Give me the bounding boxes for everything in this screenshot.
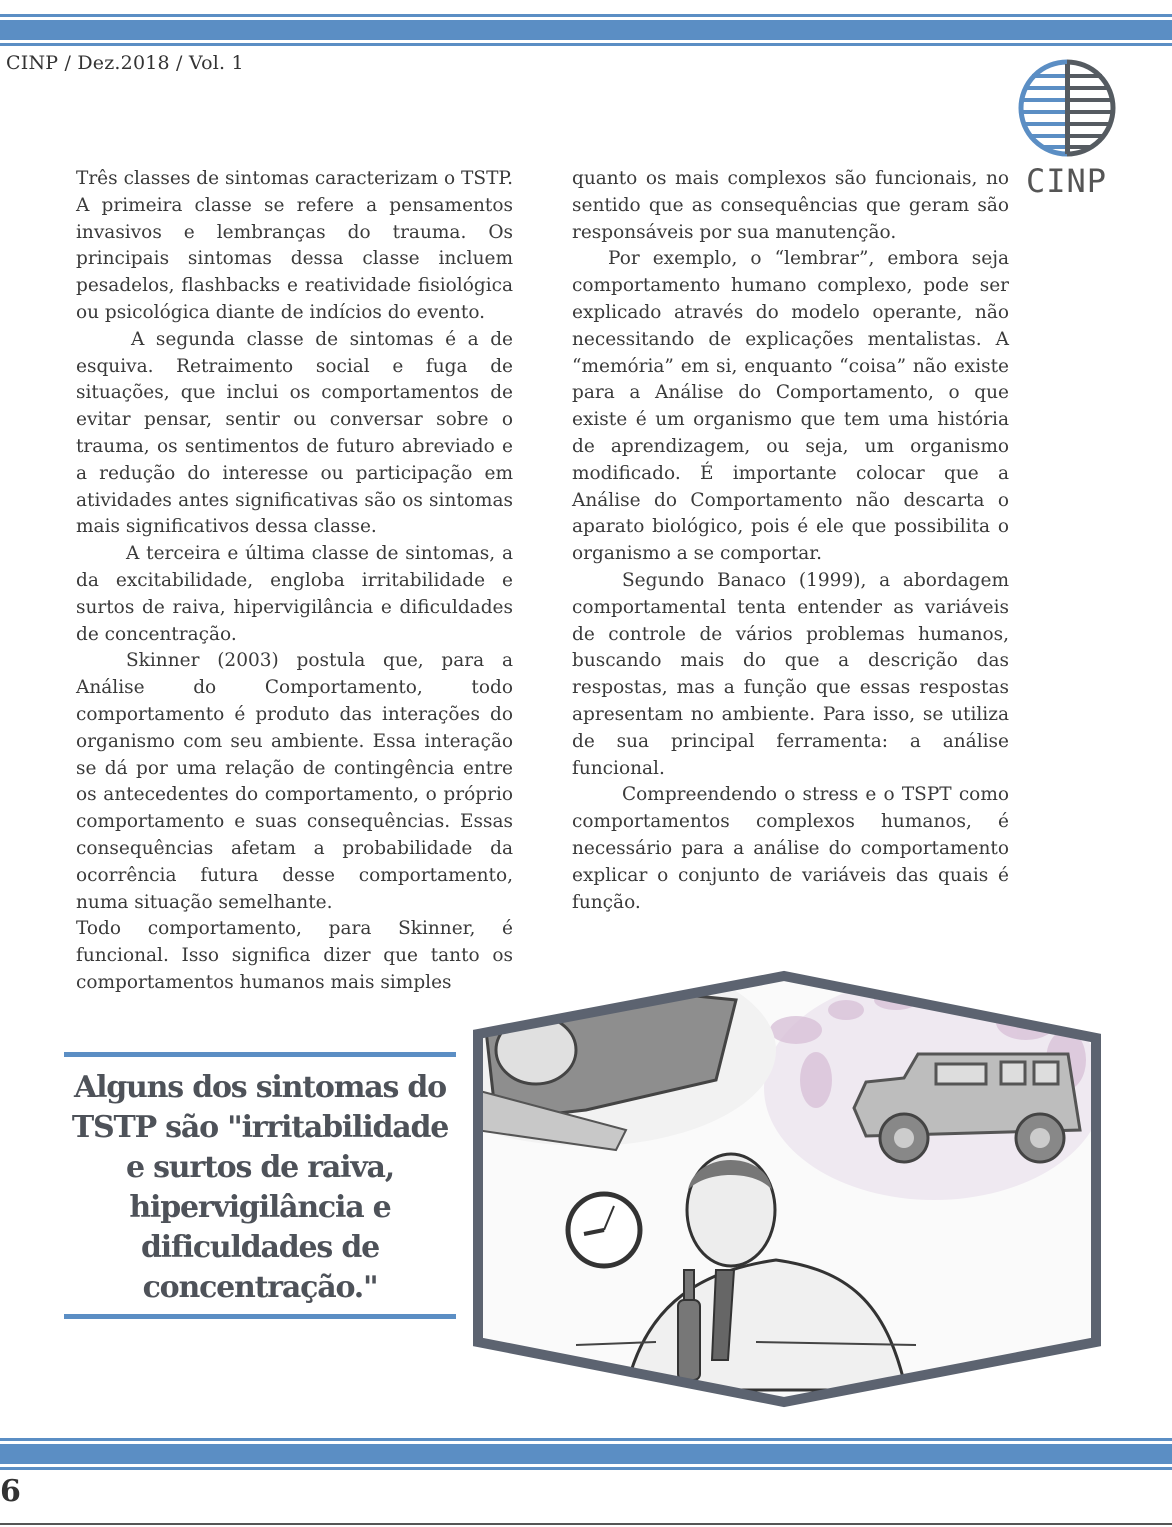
paragraph: Skinner (2003) postula que, para a Análise do Comportamento, todo comportamento é produto das interações do organismo com seu ambiente. Essa interação se dá por uma relação de contingência entre os antecedentes do comportamento, o próprio comportamento e suas consequências. Essas consequências afetam a probabilidade da ocorrência futura desse comportamento, numa situação semelhante. [76, 650, 513, 913]
paragraph: Todo comportamento, para Skinner, é funcional. Isso significa dizer que tanto os comportamentos humanos mais simples [76, 918, 513, 993]
footer-rule [0, 1523, 1172, 1525]
bottom-banner [0, 1438, 1172, 1470]
illustration-icon [466, 970, 1110, 1410]
pull-quote [64, 1052, 456, 1320]
paragraph: Segundo Banaco (1999), a abordagem comportamental tenta entender as variáveis de controle de vários problemas humanos, buscando mais do que a descrição das respostas, mas a função que essas respostas apresentam no ambiente. Para isso, se utiliza de sua principal ferramenta: a análise funcional. [572, 569, 1009, 779]
top-banner [0, 14, 1172, 46]
logo-label: CINP [1026, 162, 1108, 200]
paragraph: A terceira e última classe de sintomas, a da excitabilidade, engloba irritabilidade e surtos de raiva, hipervigilância e dificuldades de concentração. [76, 543, 513, 645]
paragraph: Por exemplo, o “lembrar”, embora seja comportamento humano complexo, pode ser explicado através do modelo operante, não necessitando de explicações mentalistas. A “memória” em si, enquanto “coisa” não existe para a Análise do Comportamento, o que existe é um organismo que tem uma história de aprendizagem, ou seja, um organismo modificado. É importante colocar que a Análise do Comportamento não descarta o aparato biológico, pois é ele que possibilita o organismo a se comportar. [572, 248, 1009, 565]
issue-header: CINP / Dez.2018 / Vol. 1 [6, 52, 244, 74]
paragraph: quanto os mais complexos são funcionais, no sentido que as consequências que geram são responsáveis por sua manutenção. [572, 168, 1009, 243]
pull-quote-text: Alguns dos sintomas do TSTP são "irritabilidade e surtos de raiva, hipervigilância e dificuldades de concentração." [71, 1070, 449, 1305]
right-column [572, 166, 1009, 916]
page-number: 6 [0, 1474, 21, 1509]
paragraph: Três classes de sintomas caracterizam o TSTP. A primeira classe se refere a pensamentos invasivos e lembranças do trauma. Os principais sintomas dessa classe incluem pesadelos, flashbacks e reatividade fisiológica ou psicológica diante de indícios do evento. [76, 168, 513, 323]
left-column [76, 166, 513, 997]
quote-rule-top [64, 1052, 456, 1057]
paragraph: A segunda classe de sintomas é a de esquiva. Retraimento social e fuga de situações, que inclui os comportamentos de evitar pensar, sentir ou conversar sobre o trauma, os sentimentos de futuro abreviado e a redução do interesse ou participação em atividades antes significativas são os sintomas mais significativos dessa classe. [76, 328, 513, 538]
paragraph: Compreendendo o stress e o TSPT como comportamentos complexos humanos, é necessário para a análise do comportamento explicar o conjunto de variáveis das quais é função. [572, 784, 1009, 913]
quote-rule-bottom [64, 1314, 456, 1319]
